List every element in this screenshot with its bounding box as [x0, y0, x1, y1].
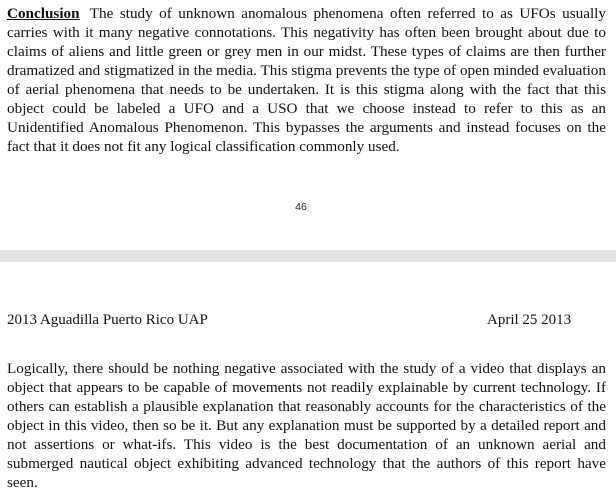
page-number: 46 [295, 201, 307, 213]
conclusion-paragraph [7, 4, 606, 156]
running-header-date: April 25 2013 [487, 312, 572, 328]
running-header-title: 2013 Aguadilla Puerto Rico UAP [7, 312, 208, 328]
page-separator [0, 250, 616, 262]
conclusion-heading: Conclusion [7, 5, 80, 22]
conclusion-body-text: The study of unknown anomalous phenomena often referred to as UFOs usually carries with it many negative connotations. This negativity has often been brought about due to claims of aliens and little green or grey men in our midst. These types of claims are then further dramatized and stigmatized in the media. This stigma prevents the type of open minded evaluation of aerial phenomena that needs to be undertaken. It is this stigma along with the fact that this object could be labeled a UFO and a USO that we choose instead to refer to this as an Unidentified Anomalous Phenomenon. This bypasses the arguments and instead focuses on the fact that it does not fit any logical classification commonly used. [7, 5, 606, 155]
logic-paragraph: Logically, there should be nothing negative associated with the study of a video that displays an object that appears to be capable of movements not readily explainable by current technology. If others can establish a plausible explanation that reasonably accounts for the characteristics of the object in this video, then so be it. But any explanation must be supported by a detailed report and not assertions or what-ifs. This video is the best documentation of an unknown aerial and submerged nautical object exhibiting advanced technology that the authors of this report have seen. [7, 360, 606, 491]
